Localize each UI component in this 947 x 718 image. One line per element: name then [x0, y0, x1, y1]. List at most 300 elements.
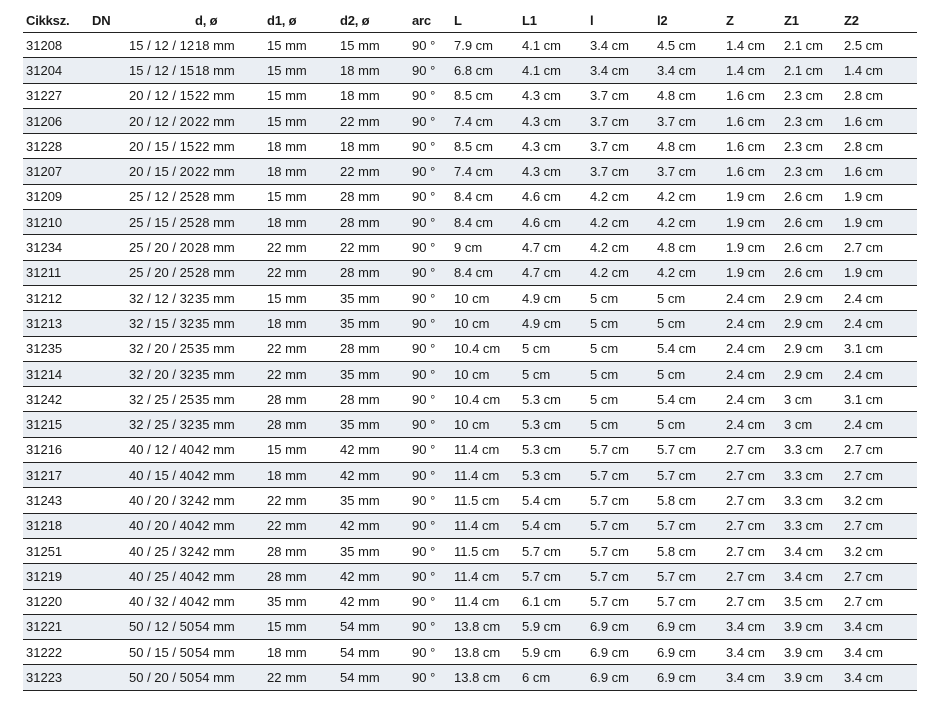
- cell-arc: 90 °: [409, 463, 451, 488]
- cell-z1: 2.1 cm: [781, 33, 841, 58]
- cell-d1: 28 mm: [264, 387, 337, 412]
- cell-z: 3.4 cm: [723, 614, 781, 639]
- cell-d2: 42 mm: [337, 463, 409, 488]
- cell-dn: 32 / 20 / 32: [87, 361, 192, 386]
- cell-z2: 2.7 cm: [841, 564, 917, 589]
- cell-d: 42 mm: [192, 513, 264, 538]
- cell-arc: 90 °: [409, 134, 451, 159]
- cell-d2: 28 mm: [337, 260, 409, 285]
- cell-l1: 6 cm: [519, 665, 587, 690]
- cell-cikksz: 31213: [23, 311, 87, 336]
- cell-z: 2.7 cm: [723, 513, 781, 538]
- cell-z2: 2.8 cm: [841, 83, 917, 108]
- table-header-row: [23, 8, 917, 33]
- cell-d2: 54 mm: [337, 665, 409, 690]
- cell-l2: 5.7 cm: [654, 564, 723, 589]
- cell-d2: 28 mm: [337, 210, 409, 235]
- cell-l1: 4.1 cm: [519, 33, 587, 58]
- cell-l: 5 cm: [587, 285, 654, 310]
- cell-cikksz: 31220: [23, 589, 87, 614]
- cell-l2: 4.2 cm: [654, 184, 723, 209]
- cell-cikksz: 31215: [23, 412, 87, 437]
- cell-arc: 90 °: [409, 311, 451, 336]
- cell-z: 1.4 cm: [723, 58, 781, 83]
- cell-d2: 22 mm: [337, 235, 409, 260]
- cell-l1: 5.9 cm: [519, 640, 587, 665]
- cell-d1: 18 mm: [264, 159, 337, 184]
- cell-z2: 1.4 cm: [841, 58, 917, 83]
- cell-l2: 5 cm: [654, 285, 723, 310]
- table-row: [23, 210, 917, 235]
- cell-l: 6.9 cm: [587, 614, 654, 639]
- table-row: [23, 134, 917, 159]
- cell-d1: 18 mm: [264, 463, 337, 488]
- cell-l1: 4.6 cm: [519, 210, 587, 235]
- cell-l: 3.7 cm: [587, 134, 654, 159]
- cell-l2: 5.4 cm: [654, 387, 723, 412]
- cell-z: 2.7 cm: [723, 488, 781, 513]
- cell-cikksz: 31217: [23, 463, 87, 488]
- cell-l1: 4.6 cm: [519, 184, 587, 209]
- cell-cikksz: 31207: [23, 159, 87, 184]
- cell-dn: 32 / 25 / 25: [87, 387, 192, 412]
- cell-arc: 90 °: [409, 159, 451, 184]
- table-row: [23, 184, 917, 209]
- cell-z2: 3.4 cm: [841, 614, 917, 639]
- table-row: [23, 33, 917, 58]
- cell-z1: 2.9 cm: [781, 361, 841, 386]
- cell-arc: 90 °: [409, 640, 451, 665]
- cell-l-total: 11.4 cm: [451, 513, 519, 538]
- cell-l: 5.7 cm: [587, 513, 654, 538]
- cell-d1: 22 mm: [264, 665, 337, 690]
- cell-z1: 2.3 cm: [781, 83, 841, 108]
- cell-l-total: 10.4 cm: [451, 387, 519, 412]
- cell-d: 42 mm: [192, 589, 264, 614]
- cell-l-total: 7.9 cm: [451, 33, 519, 58]
- cell-z2: 2.5 cm: [841, 33, 917, 58]
- cell-arc: 90 °: [409, 614, 451, 639]
- cell-dn: 20 / 15 / 20: [87, 159, 192, 184]
- cell-l2: 4.5 cm: [654, 33, 723, 58]
- cell-z: 3.4 cm: [723, 640, 781, 665]
- cell-dn: 15 / 12 / 15: [87, 58, 192, 83]
- cell-d: 35 mm: [192, 336, 264, 361]
- cell-l-total: 13.8 cm: [451, 640, 519, 665]
- cell-l2: 4.2 cm: [654, 210, 723, 235]
- table-row: [23, 640, 917, 665]
- cell-d1: 15 mm: [264, 108, 337, 133]
- cell-z2: 2.7 cm: [841, 463, 917, 488]
- cell-l2: 4.2 cm: [654, 260, 723, 285]
- cell-z: 2.4 cm: [723, 412, 781, 437]
- cell-dn: 40 / 15 / 40: [87, 463, 192, 488]
- cell-z1: 2.9 cm: [781, 285, 841, 310]
- cell-z1: 2.9 cm: [781, 336, 841, 361]
- cell-l2: 5.4 cm: [654, 336, 723, 361]
- cell-l2: 4.8 cm: [654, 134, 723, 159]
- cell-z2: 2.4 cm: [841, 285, 917, 310]
- cell-l1: 4.3 cm: [519, 83, 587, 108]
- cell-d: 42 mm: [192, 488, 264, 513]
- table-row: [23, 614, 917, 639]
- cell-z2: 3.4 cm: [841, 640, 917, 665]
- col-header-d: d, ø: [192, 8, 264, 33]
- cell-l1: 5.7 cm: [519, 538, 587, 563]
- cell-z1: 3.4 cm: [781, 564, 841, 589]
- cell-arc: 90 °: [409, 488, 451, 513]
- cell-dn: 25 / 20 / 25: [87, 260, 192, 285]
- cell-d1: 35 mm: [264, 589, 337, 614]
- cell-l: 4.2 cm: [587, 235, 654, 260]
- cell-arc: 90 °: [409, 108, 451, 133]
- cell-d1: 18 mm: [264, 134, 337, 159]
- cell-l2: 5.7 cm: [654, 513, 723, 538]
- cell-z1: 2.6 cm: [781, 235, 841, 260]
- table-row: [23, 564, 917, 589]
- cell-l1: 5 cm: [519, 336, 587, 361]
- cell-l-total: 9 cm: [451, 235, 519, 260]
- cell-z: 2.7 cm: [723, 564, 781, 589]
- cell-dn: 50 / 20 / 50: [87, 665, 192, 690]
- cell-l: 5.7 cm: [587, 589, 654, 614]
- cell-z: 2.7 cm: [723, 589, 781, 614]
- cell-d1: 22 mm: [264, 235, 337, 260]
- cell-l2: 5 cm: [654, 311, 723, 336]
- cell-d1: 15 mm: [264, 285, 337, 310]
- cell-arc: 90 °: [409, 589, 451, 614]
- table-row: [23, 285, 917, 310]
- cell-l-total: 10 cm: [451, 412, 519, 437]
- cell-l: 5.7 cm: [587, 538, 654, 563]
- cell-cikksz: 31251: [23, 538, 87, 563]
- cell-l-total: 11.4 cm: [451, 589, 519, 614]
- cell-dn: 20 / 15 / 15: [87, 134, 192, 159]
- cell-d2: 35 mm: [337, 285, 409, 310]
- cell-arc: 90 °: [409, 184, 451, 209]
- table-row: [23, 387, 917, 412]
- cell-z1: 2.6 cm: [781, 184, 841, 209]
- cell-dn: 20 / 12 / 20: [87, 108, 192, 133]
- cell-arc: 90 °: [409, 285, 451, 310]
- cell-l-total: 8.4 cm: [451, 260, 519, 285]
- cell-d: 35 mm: [192, 285, 264, 310]
- cell-d: 54 mm: [192, 665, 264, 690]
- cell-d2: 42 mm: [337, 513, 409, 538]
- cell-l1: 5.3 cm: [519, 387, 587, 412]
- cell-z: 1.6 cm: [723, 108, 781, 133]
- table-row: [23, 437, 917, 462]
- cell-l-total: 10 cm: [451, 285, 519, 310]
- cell-z1: 2.9 cm: [781, 311, 841, 336]
- cell-l1: 4.3 cm: [519, 159, 587, 184]
- cell-d1: 22 mm: [264, 488, 337, 513]
- cell-dn: 32 / 25 / 32: [87, 412, 192, 437]
- cell-l-total: 7.4 cm: [451, 108, 519, 133]
- cell-d1: 28 mm: [264, 538, 337, 563]
- cell-cikksz: 31243: [23, 488, 87, 513]
- cell-cikksz: 31222: [23, 640, 87, 665]
- cell-z1: 3.9 cm: [781, 614, 841, 639]
- cell-l1: 5.7 cm: [519, 564, 587, 589]
- col-header-arc: arc: [409, 8, 451, 33]
- cell-z: 1.4 cm: [723, 33, 781, 58]
- cell-l: 3.7 cm: [587, 159, 654, 184]
- cell-z2: 3.4 cm: [841, 665, 917, 690]
- cell-z2: 3.1 cm: [841, 387, 917, 412]
- cell-dn: 25 / 20 / 20: [87, 235, 192, 260]
- cell-l: 5.7 cm: [587, 564, 654, 589]
- cell-z1: 3.3 cm: [781, 437, 841, 462]
- cell-z: 1.6 cm: [723, 134, 781, 159]
- cell-l2: 6.9 cm: [654, 665, 723, 690]
- cell-d2: 18 mm: [337, 134, 409, 159]
- cell-l: 5.7 cm: [587, 437, 654, 462]
- cell-d2: 42 mm: [337, 437, 409, 462]
- cell-l2: 3.4 cm: [654, 58, 723, 83]
- cell-l: 5 cm: [587, 412, 654, 437]
- cell-z2: 2.7 cm: [841, 437, 917, 462]
- cell-dn: 40 / 20 / 32: [87, 488, 192, 513]
- cell-d2: 35 mm: [337, 311, 409, 336]
- cell-z1: 2.6 cm: [781, 210, 841, 235]
- cell-cikksz: 31228: [23, 134, 87, 159]
- cell-d2: 28 mm: [337, 184, 409, 209]
- cell-d1: 22 mm: [264, 260, 337, 285]
- cell-z: 3.4 cm: [723, 665, 781, 690]
- col-header-dn: DN: [87, 8, 192, 33]
- cell-z2: 2.4 cm: [841, 361, 917, 386]
- cell-l-total: 11.4 cm: [451, 437, 519, 462]
- cell-d1: 28 mm: [264, 564, 337, 589]
- cell-l2: 3.7 cm: [654, 159, 723, 184]
- col-header-l: l: [587, 8, 654, 33]
- cell-l2: 5.8 cm: [654, 488, 723, 513]
- cell-d1: 22 mm: [264, 513, 337, 538]
- cell-cikksz: 31208: [23, 33, 87, 58]
- cell-l1: 4.1 cm: [519, 58, 587, 83]
- cell-l1: 5.3 cm: [519, 463, 587, 488]
- cell-cikksz: 31216: [23, 437, 87, 462]
- cell-arc: 90 °: [409, 58, 451, 83]
- cell-z: 2.7 cm: [723, 538, 781, 563]
- cell-d2: 15 mm: [337, 33, 409, 58]
- cell-z: 2.4 cm: [723, 387, 781, 412]
- cell-l: 5 cm: [587, 387, 654, 412]
- table-row: [23, 463, 917, 488]
- cell-d2: 35 mm: [337, 488, 409, 513]
- cell-l2: 5 cm: [654, 412, 723, 437]
- cell-l: 5 cm: [587, 311, 654, 336]
- cell-z2: 1.9 cm: [841, 184, 917, 209]
- cell-d2: 35 mm: [337, 412, 409, 437]
- cell-l: 4.2 cm: [587, 260, 654, 285]
- cell-z2: 2.7 cm: [841, 235, 917, 260]
- cell-d2: 28 mm: [337, 336, 409, 361]
- cell-l1: 5.3 cm: [519, 412, 587, 437]
- cell-l1: 4.3 cm: [519, 108, 587, 133]
- col-header-cikksz: Cikksz.: [23, 8, 87, 33]
- cell-d1: 15 mm: [264, 58, 337, 83]
- cell-l: 6.9 cm: [587, 640, 654, 665]
- fitting-spec-table: [23, 8, 917, 691]
- cell-l-total: 7.4 cm: [451, 159, 519, 184]
- cell-d: 54 mm: [192, 640, 264, 665]
- cell-dn: 32 / 15 / 32: [87, 311, 192, 336]
- cell-z2: 2.4 cm: [841, 412, 917, 437]
- table-body: [23, 33, 917, 691]
- cell-dn: 15 / 12 / 12: [87, 33, 192, 58]
- table-row: [23, 665, 917, 690]
- cell-l-total: 10.4 cm: [451, 336, 519, 361]
- cell-d2: 22 mm: [337, 159, 409, 184]
- cell-l-total: 13.8 cm: [451, 665, 519, 690]
- cell-dn: 20 / 12 / 15: [87, 83, 192, 108]
- cell-cikksz: 31221: [23, 614, 87, 639]
- cell-d2: 18 mm: [337, 83, 409, 108]
- cell-d: 35 mm: [192, 311, 264, 336]
- cell-d: 28 mm: [192, 210, 264, 235]
- cell-cikksz: 31242: [23, 387, 87, 412]
- cell-dn: 40 / 32 / 40: [87, 589, 192, 614]
- cell-d2: 35 mm: [337, 361, 409, 386]
- cell-l-total: 8.5 cm: [451, 134, 519, 159]
- table-row: [23, 260, 917, 285]
- table-row: [23, 235, 917, 260]
- cell-z1: 3.3 cm: [781, 488, 841, 513]
- cell-z1: 3 cm: [781, 412, 841, 437]
- cell-l1: 4.7 cm: [519, 235, 587, 260]
- table-row: [23, 538, 917, 563]
- col-header-z2: Z2: [841, 8, 917, 33]
- cell-l-total: 11.4 cm: [451, 463, 519, 488]
- cell-z2: 1.9 cm: [841, 260, 917, 285]
- cell-z2: 1.9 cm: [841, 210, 917, 235]
- col-header-d1: d1, ø: [264, 8, 337, 33]
- cell-z: 1.6 cm: [723, 83, 781, 108]
- cell-d2: 42 mm: [337, 589, 409, 614]
- cell-z2: 2.7 cm: [841, 589, 917, 614]
- cell-l2: 6.9 cm: [654, 614, 723, 639]
- cell-z: 1.9 cm: [723, 184, 781, 209]
- cell-arc: 90 °: [409, 33, 451, 58]
- cell-d2: 54 mm: [337, 640, 409, 665]
- cell-z1: 3.3 cm: [781, 463, 841, 488]
- cell-cikksz: 31212: [23, 285, 87, 310]
- cell-l-total: 11.5 cm: [451, 538, 519, 563]
- cell-z2: 2.7 cm: [841, 513, 917, 538]
- cell-d1: 18 mm: [264, 210, 337, 235]
- cell-d: 42 mm: [192, 564, 264, 589]
- cell-cikksz: 31234: [23, 235, 87, 260]
- cell-cikksz: 31218: [23, 513, 87, 538]
- cell-d1: 28 mm: [264, 412, 337, 437]
- table-row: [23, 412, 917, 437]
- cell-dn: 40 / 20 / 40: [87, 513, 192, 538]
- cell-z1: 2.3 cm: [781, 159, 841, 184]
- cell-l-total: 13.8 cm: [451, 614, 519, 639]
- cell-cikksz: 31204: [23, 58, 87, 83]
- cell-l: 5 cm: [587, 336, 654, 361]
- cell-l2: 5.7 cm: [654, 589, 723, 614]
- cell-l1: 4.9 cm: [519, 285, 587, 310]
- cell-d1: 22 mm: [264, 336, 337, 361]
- cell-cikksz: 31206: [23, 108, 87, 133]
- cell-l1: 5 cm: [519, 361, 587, 386]
- cell-l-total: 10 cm: [451, 311, 519, 336]
- cell-z: 2.4 cm: [723, 336, 781, 361]
- cell-cikksz: 31227: [23, 83, 87, 108]
- cell-d: 22 mm: [192, 108, 264, 133]
- cell-l: 5 cm: [587, 361, 654, 386]
- cell-z1: 3.3 cm: [781, 513, 841, 538]
- cell-arc: 90 °: [409, 235, 451, 260]
- cell-arc: 90 °: [409, 83, 451, 108]
- cell-z2: 3.2 cm: [841, 538, 917, 563]
- table-row: [23, 83, 917, 108]
- col-header-l1: L1: [519, 8, 587, 33]
- table-row: [23, 589, 917, 614]
- cell-l: 4.2 cm: [587, 184, 654, 209]
- cell-l1: 5.3 cm: [519, 437, 587, 462]
- cell-l-total: 8.5 cm: [451, 83, 519, 108]
- cell-z1: 2.1 cm: [781, 58, 841, 83]
- cell-l: 5.7 cm: [587, 463, 654, 488]
- cell-l2: 5.7 cm: [654, 437, 723, 462]
- cell-dn: 50 / 15 / 50: [87, 640, 192, 665]
- cell-z: 2.7 cm: [723, 463, 781, 488]
- cell-cikksz: 31219: [23, 564, 87, 589]
- cell-l: 3.7 cm: [587, 83, 654, 108]
- table-row: [23, 108, 917, 133]
- cell-z: 2.4 cm: [723, 361, 781, 386]
- cell-z2: 2.4 cm: [841, 311, 917, 336]
- col-header-l-total: L: [451, 8, 519, 33]
- cell-d: 22 mm: [192, 83, 264, 108]
- cell-d2: 35 mm: [337, 538, 409, 563]
- cell-z: 1.9 cm: [723, 235, 781, 260]
- cell-dn: 40 / 25 / 32: [87, 538, 192, 563]
- cell-z1: 3 cm: [781, 387, 841, 412]
- cell-cikksz: 31209: [23, 184, 87, 209]
- cell-d1: 15 mm: [264, 83, 337, 108]
- cell-l-total: 8.4 cm: [451, 184, 519, 209]
- cell-arc: 90 °: [409, 513, 451, 538]
- cell-z1: 3.4 cm: [781, 538, 841, 563]
- table-row: [23, 361, 917, 386]
- table-row: [23, 488, 917, 513]
- cell-d: 22 mm: [192, 159, 264, 184]
- cell-z1: 3.9 cm: [781, 665, 841, 690]
- cell-l1: 4.3 cm: [519, 134, 587, 159]
- cell-d: 22 mm: [192, 134, 264, 159]
- col-header-z: Z: [723, 8, 781, 33]
- cell-d: 35 mm: [192, 387, 264, 412]
- cell-l: 5.7 cm: [587, 488, 654, 513]
- cell-d1: 15 mm: [264, 614, 337, 639]
- cell-arc: 90 °: [409, 260, 451, 285]
- cell-l2: 4.8 cm: [654, 235, 723, 260]
- table-row: [23, 58, 917, 83]
- cell-arc: 90 °: [409, 538, 451, 563]
- col-header-z1: Z1: [781, 8, 841, 33]
- cell-z2: 1.6 cm: [841, 108, 917, 133]
- cell-z1: 3.5 cm: [781, 589, 841, 614]
- cell-d: 28 mm: [192, 260, 264, 285]
- cell-z2: 3.1 cm: [841, 336, 917, 361]
- cell-z: 2.4 cm: [723, 285, 781, 310]
- cell-cikksz: 31235: [23, 336, 87, 361]
